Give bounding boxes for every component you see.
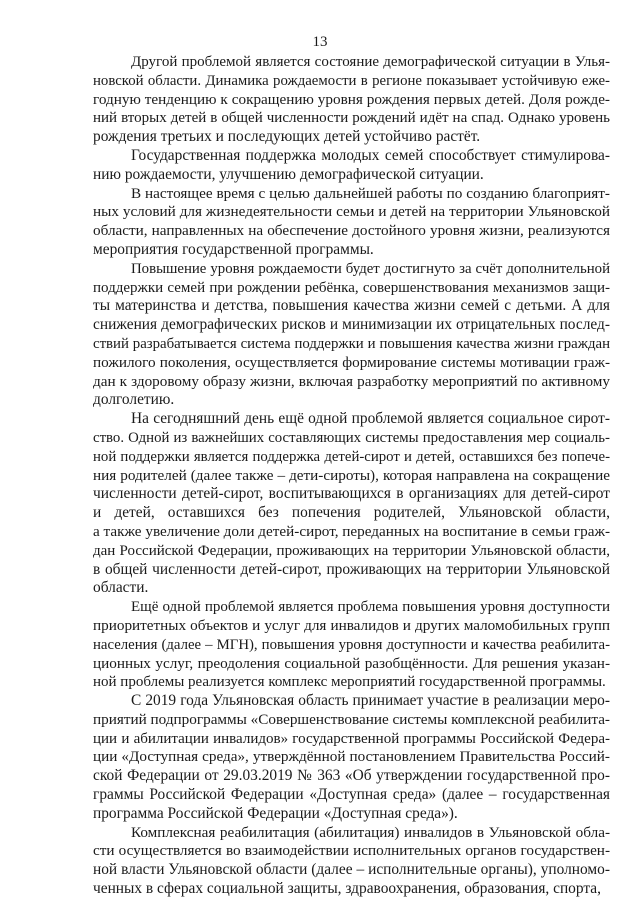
paragraph — [93, 410, 610, 598]
text-line: Ещё одной проблемой является проблема повышения уровня доступности — [131, 599, 610, 616]
text-line: нию рождаемости, улучшению демографической ситуации. — [93, 165, 484, 183]
text-line: пожилого поколения, осуществляется формирование системы мотивации граж- — [93, 353, 610, 371]
document-body — [93, 53, 610, 899]
paragraph — [93, 598, 610, 692]
text-line: дан к здоровому образу жизни, включая разработку мероприятий по активному — [93, 372, 610, 390]
text-line: ной поддержки является поддержка детей-сирот и детей, оставшихся без попече- — [93, 448, 610, 465]
text-line: ции «Доступная среда», утверждённой постановлением Правительства Россий- — [93, 748, 610, 766]
text-line: долголетию. — [93, 391, 175, 409]
paragraph — [93, 824, 610, 899]
text-line: снижения демографических рисков и минимизации их отрицательных послед- — [93, 316, 610, 334]
text-line: и детей, оставшихся без попечения родителей, Ульяновской области, — [93, 504, 610, 522]
text-line: мероприятия государственной программы. — [93, 240, 374, 258]
text-line: граммы Российской Федерации «Доступная среда» (далее – государственная — [93, 786, 610, 804]
text-line: поддержки семей при рождении ребёнка, совершенствования механизмов защи- — [93, 279, 610, 296]
text-line: численности детей-сирот, воспитывающихся в организациях для детей-сирот — [93, 485, 610, 503]
text-line: области. — [93, 579, 149, 597]
text-line: новской области. Динамика рождаемости в регионе показывает устойчивую еже- — [93, 72, 610, 89]
paragraph — [93, 692, 610, 824]
text-line: Повышение уровня рождаемости будет достигнуто за счёт дополнительной — [131, 260, 610, 277]
text-line: ния родителей (далее также – дети-сироты), которая направлена на сокращение — [93, 466, 610, 484]
paragraph — [93, 260, 610, 410]
paragraph — [93, 53, 610, 147]
text-line: сти осуществляется во взаимодействии исполнительных органов государствен- — [93, 842, 610, 860]
paragraph — [93, 185, 610, 260]
text-line: В настоящее время с целью дальнейшей работы по созданию благоприят- — [131, 184, 610, 202]
text-line: годную тенденцию к сокращению уровня рождения первых детей. Доля рожде- — [93, 90, 610, 108]
text-line: ции и абилитации инвалидов» государственной программы Российской Федера- — [93, 730, 610, 747]
text-line: Комплексная реабилитация (абилитация) инвалидов в Ульяновской обла- — [131, 823, 610, 841]
page-number: 13 — [312, 34, 328, 50]
text-line: приятий подпрограммы «Совершенствование системы комплексной реабилита- — [93, 710, 610, 728]
text-line: ной проблемы реализуется комплекс мероприятий государственной программы. — [93, 674, 606, 691]
text-line: дан Российской Федерации, проживающих на территории Ульяновской области, — [93, 542, 610, 559]
text-line: области, направленных на обеспечение достойного уровня жизни, реализуются — [93, 222, 610, 240]
text-line: С 2019 года Ульяновская область принимает участие в реализации меро- — [131, 692, 610, 710]
text-line: ных условий для жизнедеятельности семьи и детей на территории Ульяновской — [93, 203, 610, 221]
text-line: ствий разрабатывается система поддержки и повышения качества жизни граждан — [93, 335, 610, 352]
text-line: ционных услуг, преодоления социальной разобщённости. Для решения указан- — [93, 654, 610, 672]
text-line: в общей численности детей-сирот, проживающих на территории Ульяновской — [93, 560, 610, 578]
text-line: Государственная поддержка молодых семей способствует стимулирова- — [131, 146, 610, 164]
text-line: ний вторых детей в общей численности рождений идёт на спад. Однако уровень — [93, 110, 610, 127]
text-line: ной власти Ульяновской области (далее – исполнительные органы), уполномо- — [93, 861, 610, 879]
text-line: ченных в сферах социальной защиты, здравоохранения, образования, спорта, — [93, 880, 601, 898]
text-line: населения (далее – МГН), повышения уровня доступности и качества реабилита- — [93, 636, 610, 653]
text-line: ской Федерации от 29.03.2019 № 363 «Об утверждении государственной про- — [93, 767, 610, 785]
text-line: рождения третьих и последующих детей устойчиво растёт. — [93, 128, 481, 146]
text-line: приоритетных объектов и услуг для инвалидов и других маломобильных групп — [93, 616, 610, 634]
text-line: ство. Одной из важнейших составляющих системы предоставления мер социаль- — [93, 429, 610, 446]
text-line: программа Российской Федерации «Доступная среда»). — [93, 804, 458, 822]
paragraph — [93, 147, 610, 185]
text-line: ты материнства и детства, повышения качества жизни семей с детьми. А для — [93, 297, 610, 315]
text-line: а также увеличение доли детей-сирот, переданных на воспитание в семьи граж- — [93, 522, 610, 540]
text-line: На сегодняшний день ещё одной проблемой является социальное сирот- — [131, 410, 610, 428]
text-line: Другой проблемой является состояние демографической ситуации в Улья- — [131, 54, 610, 70]
